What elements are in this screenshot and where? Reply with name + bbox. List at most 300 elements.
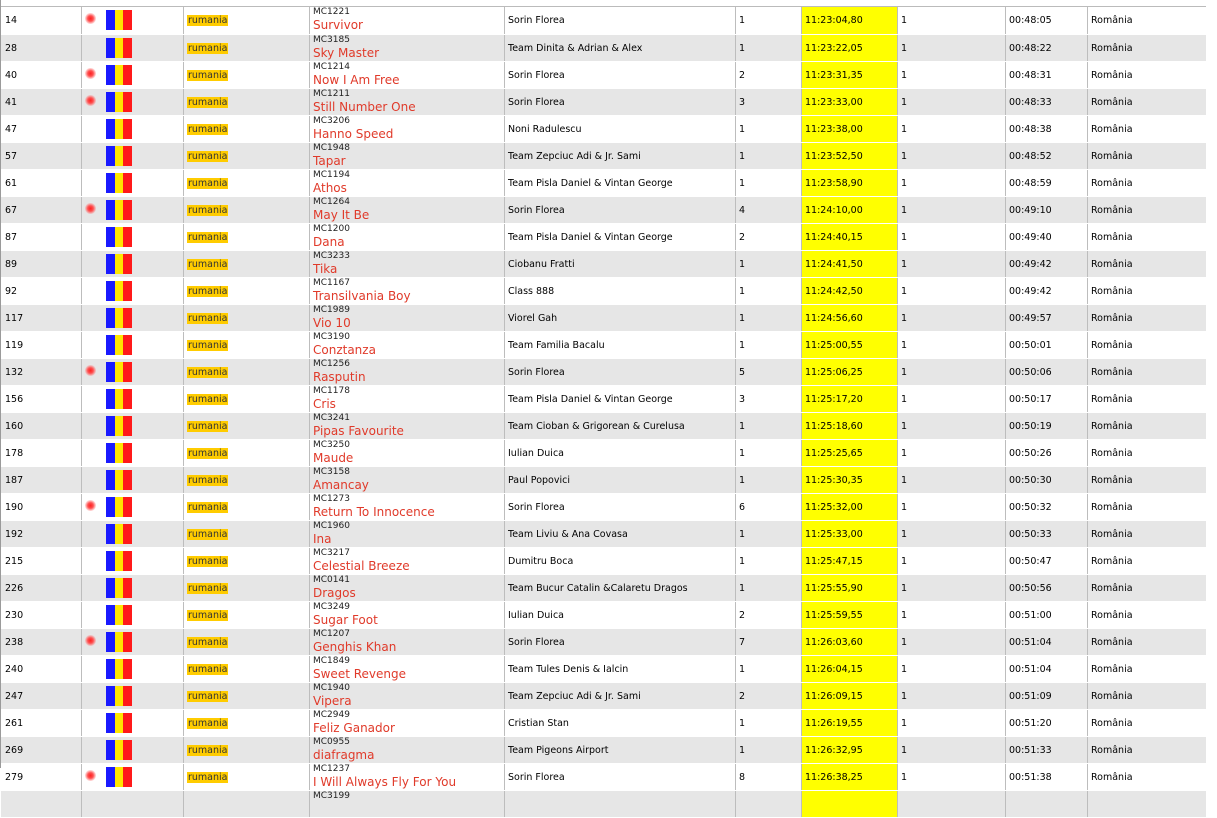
count-cell (736, 332, 802, 358)
nationality-cell (184, 683, 310, 709)
pigeon-cell[interactable] (310, 62, 505, 88)
one-value: 1 (901, 340, 908, 351)
owner-cell (505, 35, 736, 61)
position-value: 247 (5, 691, 24, 702)
count-cell (736, 467, 802, 493)
duration-cell (1006, 35, 1088, 61)
duration-cell (1006, 656, 1088, 682)
romania-flag-icon (106, 65, 132, 85)
flag-cell (104, 224, 184, 250)
nationality-value: rumania (188, 772, 228, 783)
duration-cell (1006, 224, 1088, 250)
table-row[interactable] (1, 332, 1206, 359)
nationality-value: rumania (188, 556, 228, 567)
duration-cell (1006, 359, 1088, 385)
ring-number: MC3241 (313, 413, 350, 423)
count-cell (736, 764, 802, 790)
one-value: 1 (901, 583, 908, 594)
pigeon-name-link[interactable]: Vipera (313, 694, 352, 708)
pigeon-cell[interactable] (310, 764, 505, 790)
pigeon-name-link[interactable]: Sweet Revenge (313, 667, 406, 681)
one-value: 1 (901, 15, 908, 26)
arrival-time-value: 11:23:33,00 (805, 97, 863, 108)
duration-cell (1006, 764, 1088, 790)
pigeon-cell[interactable] (310, 224, 505, 250)
owner-value: Class 888 (508, 286, 555, 297)
romania-flag-icon (106, 470, 132, 490)
table-row[interactable] (1, 467, 1206, 494)
marker-cell (82, 548, 104, 574)
country-value: România (1091, 448, 1133, 459)
owner-cell (505, 7, 736, 34)
duration-value: 00:50:33 (1009, 529, 1052, 540)
pigeon-name-link[interactable]: Hanno Speed (313, 127, 394, 141)
romania-flag-icon (106, 173, 132, 193)
duration-value: 00:48:52 (1009, 151, 1052, 162)
flag-value-cell (898, 575, 1006, 601)
pigeon-name-link[interactable]: Survivor (313, 18, 363, 32)
count-cell (736, 62, 802, 88)
pigeon-cell[interactable] (310, 791, 505, 817)
table-row[interactable] (1, 386, 1206, 413)
nationality-cell (184, 224, 310, 250)
pigeon-name-link[interactable]: Sky Master (313, 46, 380, 60)
ring-number: MC1940 (313, 683, 350, 693)
nationality-value: rumania (188, 313, 228, 324)
marker-cell (82, 467, 104, 493)
arrival-time-value: 11:25:47,15 (805, 556, 863, 567)
pigeon-cell[interactable] (310, 170, 505, 196)
one-value: 1 (901, 367, 908, 378)
ring-number: MC3233 (313, 251, 350, 261)
duration-value: 00:48:22 (1009, 43, 1052, 54)
one-value: 1 (901, 637, 908, 648)
owner-value: Paul Popovici (508, 475, 570, 486)
table-row[interactable] (1, 548, 1206, 575)
duration-cell (1006, 575, 1088, 601)
pigeon-name-link[interactable]: Cris (313, 397, 336, 411)
pigeon-name-link[interactable]: Sugar Foot (313, 613, 378, 627)
nationality-value: rumania (188, 178, 228, 189)
pigeon-name-link[interactable]: Celestial Breeze (313, 559, 410, 573)
romania-flag-icon (106, 10, 132, 30)
position-cell (1, 278, 82, 304)
flag-cell (104, 683, 184, 709)
pigeon-cell[interactable] (310, 197, 505, 223)
pigeon-cell[interactable] (310, 737, 505, 763)
country-value: România (1091, 664, 1133, 675)
count-value: 1 (739, 151, 746, 162)
country-cell (1088, 548, 1206, 574)
owner-value: Team Pigeons Airport (508, 745, 609, 756)
count-value: 1 (739, 313, 746, 324)
pigeon-name-link[interactable]: Feliz Ganador (313, 721, 395, 735)
duration-cell (1006, 305, 1088, 331)
position-value: 215 (5, 556, 24, 567)
arrival-time-value: 11:24:56,60 (805, 313, 863, 324)
flag-cell (104, 386, 184, 412)
arrival-time-cell (802, 413, 898, 439)
arrival-time-value: 11:25:06,25 (805, 367, 863, 378)
romania-flag-icon (106, 389, 132, 409)
flag-cell (104, 170, 184, 196)
ring-number: MC0955 (313, 737, 350, 747)
country-value: România (1091, 286, 1133, 297)
pigeon-cell[interactable] (310, 521, 505, 547)
one-value: 1 (901, 691, 908, 702)
pigeon-name-link[interactable]: Pipas Favourite (313, 424, 404, 438)
pigeon-name-link[interactable]: Still Number One (313, 100, 416, 114)
duration-value: 00:49:40 (1009, 232, 1052, 243)
romania-flag-icon (106, 524, 132, 544)
flag-cell (104, 656, 184, 682)
one-value: 1 (901, 718, 908, 729)
nationality-cell (184, 305, 310, 331)
table-row[interactable] (1, 35, 1206, 62)
position-cell (1, 494, 82, 520)
pigeon-name-link[interactable]: Dana (313, 235, 345, 249)
owner-cell (505, 143, 736, 169)
arrival-time-value: 11:25:17,20 (805, 394, 863, 405)
pigeon-name-link[interactable]: Now I Am Free (313, 73, 400, 87)
pigeon-name-link[interactable]: Ina (313, 532, 332, 546)
count-cell (736, 683, 802, 709)
duration-value: 00:49:57 (1009, 313, 1052, 324)
arrival-time-cell (802, 683, 898, 709)
ring-number: MC1237 (313, 764, 350, 774)
arrival-time-cell (802, 602, 898, 628)
duration-cell (1006, 737, 1088, 763)
arrival-time-cell (802, 332, 898, 358)
pigeon-cell[interactable] (310, 7, 505, 34)
duration-value: 00:51:00 (1009, 610, 1052, 621)
one-value: 1 (901, 664, 908, 675)
position-value: 178 (5, 448, 24, 459)
country-cell (1088, 170, 1206, 196)
arrival-time-cell (802, 143, 898, 169)
table-row[interactable] (1, 494, 1206, 521)
pigeon-cell[interactable] (310, 656, 505, 682)
arrival-time-value: 11:25:55,90 (805, 583, 863, 594)
table-row[interactable] (1, 413, 1206, 440)
table-row[interactable] (1, 143, 1206, 170)
pigeon-cell[interactable] (310, 251, 505, 277)
owner-cell (505, 197, 736, 223)
nationality-cell (184, 737, 310, 763)
owner-value: Team Familia Bacalu (508, 340, 605, 351)
nationality-value: rumania (188, 70, 228, 81)
position-cell (1, 602, 82, 628)
duration-value: 00:51:20 (1009, 718, 1052, 729)
flag-cell (104, 251, 184, 277)
table-row[interactable] (1, 224, 1206, 251)
country-cell (1088, 791, 1206, 817)
country-value: România (1091, 502, 1133, 513)
nationality-value: rumania (188, 15, 228, 26)
country-value: România (1091, 475, 1133, 486)
arrival-time-cell (802, 224, 898, 250)
owner-value: Team Zepciuc Adi & Jr. Sami (508, 691, 641, 702)
position-cell (1, 305, 82, 331)
pigeon-cell[interactable] (310, 467, 505, 493)
nationality-value: rumania (188, 664, 228, 675)
count-value: 2 (739, 610, 746, 621)
nationality-value: rumania (188, 691, 228, 702)
pigeon-name-link[interactable]: Conztanza (313, 343, 376, 357)
arrival-time-value: 11:23:22,05 (805, 43, 863, 54)
marker-cell (82, 629, 104, 655)
table-row[interactable] (1, 656, 1206, 683)
table-row[interactable] (1, 7, 1206, 35)
romania-flag-icon (106, 200, 132, 220)
pigeon-name-link[interactable]: Dragos (313, 586, 356, 600)
owner-cell (505, 521, 736, 547)
flag-value-cell (898, 413, 1006, 439)
table-row[interactable] (1, 440, 1206, 467)
romania-flag-icon (106, 119, 132, 139)
owner-value: Team Liviu & Ana Covasa (508, 529, 628, 540)
pigeon-cell[interactable] (310, 305, 505, 331)
table-row[interactable] (1, 791, 1206, 818)
position-value: 230 (5, 610, 24, 621)
pigeon-name-link[interactable]: Vio 10 (313, 316, 351, 330)
pigeon-name-link[interactable]: Tika (313, 262, 338, 276)
nationality-cell (184, 332, 310, 358)
pigeon-cell[interactable] (310, 710, 505, 736)
owner-cell (505, 89, 736, 115)
count-cell (736, 521, 802, 547)
owner-cell (505, 62, 736, 88)
arrival-time-cell (802, 575, 898, 601)
flag-value-cell (898, 602, 1006, 628)
romania-flag-icon (106, 146, 132, 166)
pigeon-name-link[interactable]: I Will Always Fly For You (313, 775, 457, 789)
pigeon-cell[interactable] (310, 494, 505, 520)
position-cell (1, 629, 82, 655)
pigeon-name-link[interactable]: May It Be (313, 208, 370, 222)
flag-value-cell (898, 89, 1006, 115)
arrival-time-cell (802, 764, 898, 790)
romania-flag-icon (106, 281, 132, 301)
marker-cell (82, 332, 104, 358)
pigeon-cell[interactable] (310, 413, 505, 439)
pigeon-cell[interactable] (310, 332, 505, 358)
table-row[interactable] (1, 683, 1206, 710)
position-value: 57 (5, 151, 18, 162)
marker-cell (82, 359, 104, 385)
arrival-time-cell (802, 278, 898, 304)
table-row[interactable] (1, 764, 1206, 791)
flag-cell (104, 440, 184, 466)
table-row[interactable] (1, 305, 1206, 332)
country-value: România (1091, 421, 1133, 432)
nationality-cell (184, 656, 310, 682)
arrival-time-value: 11:25:00,55 (805, 340, 863, 351)
ring-number: MC1948 (313, 143, 350, 153)
flag-value-cell (898, 359, 1006, 385)
duration-value: 00:48:33 (1009, 97, 1052, 108)
duration-cell (1006, 7, 1088, 34)
pigeon-name-link[interactable]: Maude (313, 451, 354, 465)
country-cell (1088, 656, 1206, 682)
pigeon-cell[interactable] (310, 629, 505, 655)
duration-cell (1006, 413, 1088, 439)
one-value: 1 (901, 43, 908, 54)
owner-value: Sorin Florea (508, 772, 565, 783)
pigeon-name-link[interactable]: Genghis Khan (313, 640, 397, 654)
pigeon-cell[interactable] (310, 683, 505, 709)
table-row[interactable] (1, 89, 1206, 116)
table-row[interactable] (1, 62, 1206, 89)
position-cell (1, 62, 82, 88)
one-value: 1 (901, 286, 908, 297)
count-cell (736, 35, 802, 61)
nationality-cell (184, 602, 310, 628)
owner-value: Team Zepciuc Adi & Jr. Sami (508, 151, 641, 162)
owner-cell (505, 116, 736, 142)
table-row[interactable] (1, 575, 1206, 602)
table-row[interactable] (1, 710, 1206, 737)
count-value: 3 (739, 394, 746, 405)
romania-flag-icon (106, 416, 132, 436)
nationality-value: rumania (188, 124, 228, 135)
table-row[interactable] (1, 521, 1206, 548)
pigeon-name-link[interactable]: Tapar (313, 154, 346, 168)
pigeon-name-link[interactable]: diafragma (313, 748, 375, 762)
position-value: 61 (5, 178, 18, 189)
pigeon-cell[interactable] (310, 386, 505, 412)
table-row[interactable] (1, 602, 1206, 629)
count-cell (736, 251, 802, 277)
marker-cell (82, 386, 104, 412)
position-cell (1, 251, 82, 277)
table-row[interactable] (1, 251, 1206, 278)
pigeon-name-link[interactable]: Athos (313, 181, 347, 195)
arrival-time-value: 11:23:52,50 (805, 151, 863, 162)
ring-number: MC3250 (313, 440, 350, 450)
duration-cell (1006, 440, 1088, 466)
position-value: 41 (5, 97, 18, 108)
country-cell (1088, 197, 1206, 223)
nationality-value: rumania (188, 583, 228, 594)
duration-value: 00:50:19 (1009, 421, 1052, 432)
count-cell (736, 413, 802, 439)
owner-cell (505, 305, 736, 331)
duration-value: 00:49:42 (1009, 286, 1052, 297)
pigeon-cell[interactable] (310, 440, 505, 466)
count-value: 1 (739, 583, 746, 594)
position-cell (1, 548, 82, 574)
ring-number: MC3158 (313, 467, 350, 477)
country-value: România (1091, 610, 1133, 621)
pigeon-name-link[interactable]: Amancay (313, 478, 369, 492)
position-cell (1, 35, 82, 61)
nationality-value: rumania (188, 97, 228, 108)
ring-number: MC1221 (313, 7, 350, 17)
flag-value-cell (898, 764, 1006, 790)
table-row[interactable] (1, 197, 1206, 224)
position-cell (1, 710, 82, 736)
duration-cell (1006, 791, 1088, 817)
nationality-cell (184, 170, 310, 196)
country-cell (1088, 683, 1206, 709)
pigeon-name-link[interactable]: Transilvania Boy (313, 289, 411, 303)
pigeon-cell[interactable] (310, 602, 505, 628)
pigeon-cell[interactable] (310, 35, 505, 61)
pigeon-cell[interactable] (310, 89, 505, 115)
arrival-time-cell (802, 737, 898, 763)
ring-number: MC1273 (313, 494, 350, 504)
position-value: 226 (5, 583, 24, 594)
arrival-time-cell (802, 197, 898, 223)
duration-value: 00:48:05 (1009, 15, 1052, 26)
country-value: România (1091, 772, 1133, 783)
pigeon-name-link[interactable]: Rasputin (313, 370, 366, 384)
count-cell (736, 197, 802, 223)
table-row[interactable] (1, 278, 1206, 305)
arrival-time-cell (802, 359, 898, 385)
ring-number: MC3190 (313, 332, 350, 342)
flag-value-cell (898, 791, 1006, 817)
owner-value: Sorin Florea (508, 367, 565, 378)
flag-value-cell (898, 305, 1006, 331)
owner-value: Sorin Florea (508, 97, 565, 108)
marker-cell (82, 575, 104, 601)
table-row[interactable] (1, 737, 1206, 764)
pigeon-cell[interactable] (310, 143, 505, 169)
flag-value-cell (898, 35, 1006, 61)
count-cell (736, 89, 802, 115)
count-value: 1 (739, 745, 746, 756)
count-cell (736, 656, 802, 682)
country-cell (1088, 521, 1206, 547)
nationality-cell (184, 197, 310, 223)
pigeon-cell[interactable] (310, 116, 505, 142)
one-value: 1 (901, 97, 908, 108)
arrival-time-value: 11:24:42,50 (805, 286, 863, 297)
position-cell (1, 89, 82, 115)
table-row[interactable] (1, 170, 1206, 197)
romania-flag-icon (106, 632, 132, 652)
duration-cell (1006, 548, 1088, 574)
pigeon-name-link[interactable]: Return To Innocence (313, 505, 435, 519)
owner-value: Team Pisla Daniel & Vintan George (508, 232, 673, 243)
pigeon-cell[interactable] (310, 278, 505, 304)
duration-cell (1006, 89, 1088, 115)
pigeon-cell[interactable] (310, 575, 505, 601)
arrival-time-cell (802, 35, 898, 61)
nationality-value: rumania (188, 475, 228, 486)
position-cell (1, 737, 82, 763)
owner-value: Sorin Florea (508, 70, 565, 81)
count-value: 1 (739, 286, 746, 297)
flag-cell (104, 116, 184, 142)
one-value: 1 (901, 70, 908, 81)
table-row[interactable] (1, 629, 1206, 656)
table-row[interactable] (1, 116, 1206, 143)
arrival-time-value: 11:23:58,90 (805, 178, 863, 189)
flag-value-cell (898, 710, 1006, 736)
flag-cell (104, 7, 184, 34)
romania-flag-icon (106, 605, 132, 625)
nationality-cell (184, 251, 310, 277)
one-value: 1 (901, 529, 908, 540)
one-value: 1 (901, 502, 908, 513)
ring-number: MC1264 (313, 197, 350, 207)
pigeon-cell[interactable] (310, 548, 505, 574)
pigeon-cell[interactable] (310, 359, 505, 385)
table-row[interactable] (1, 359, 1206, 386)
